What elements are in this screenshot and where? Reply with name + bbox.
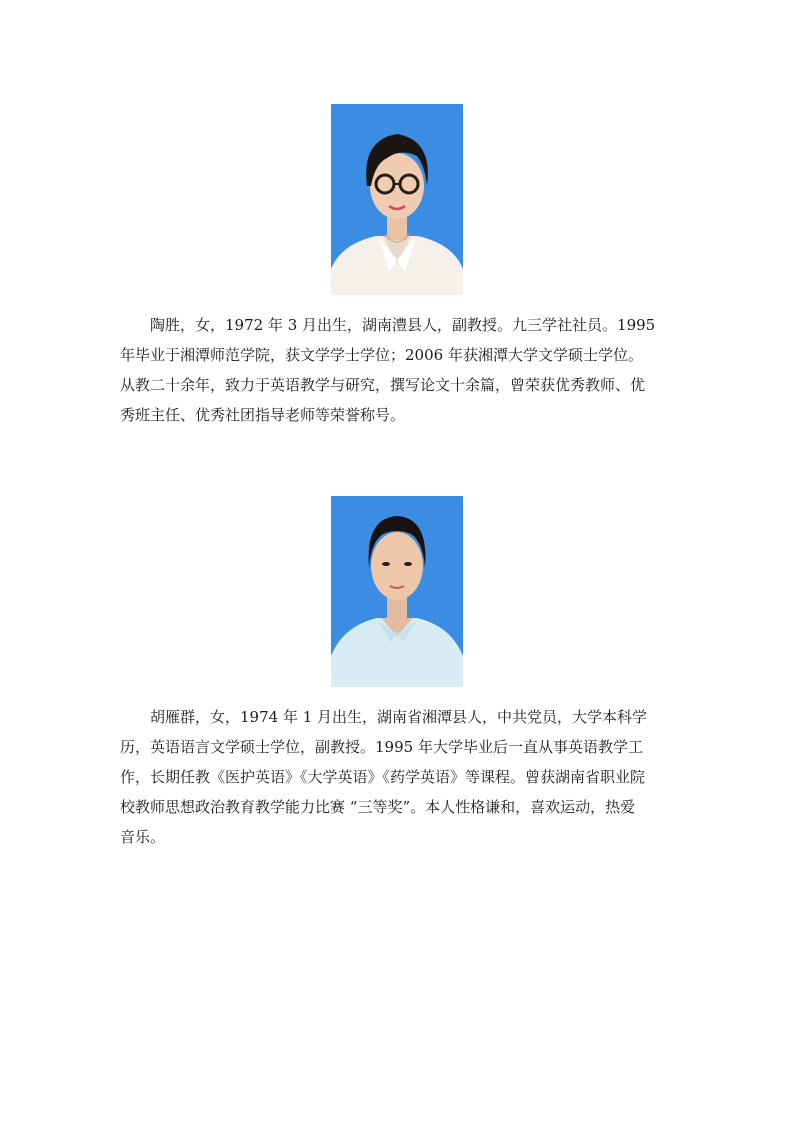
profile-bio: [120, 310, 675, 430]
profile-photo: [331, 104, 463, 295]
bio-line: 校教师思想政治教育教学能力比赛 “三等奖”。本人性格谦和，喜欢运动，热爱: [120, 798, 636, 816]
bio-line: 年毕业于湘潭师范学院，获文学学士学位；2006 年获湘潭大学文学硕士学位。: [120, 346, 643, 364]
profile-photo: [331, 496, 463, 687]
bio-line: 秀班主任、优秀社团指导老师等荣誉称号。: [120, 406, 406, 424]
portrait-image: [331, 496, 463, 687]
bio-line: 陶胜，女，1972 年 3 月出生，湖南澧县人，副教授。九三学社社员。1995: [150, 316, 656, 334]
bio-line: 作，长期任教《医护英语》《大学英语》《药学英语》等课程。曾获湖南省职业院: [120, 768, 646, 786]
profile-bio: [120, 702, 675, 852]
bio-line: 从教二十余年，致力于英语教学与研究，撰写论文十余篇，曾荣获优秀教师、优: [120, 376, 646, 394]
bio-line: 历，英语语言文学硕士学位，副教授。1995 年大学毕业后一直从事英语教学工: [120, 738, 643, 756]
bio-line: 音乐。: [120, 828, 166, 846]
portrait-image: [331, 104, 463, 295]
bio-line: 胡雁群，女，1974 年 1 月出生，湖南省湘潭县人，中共党员，大学本科学: [150, 708, 648, 726]
